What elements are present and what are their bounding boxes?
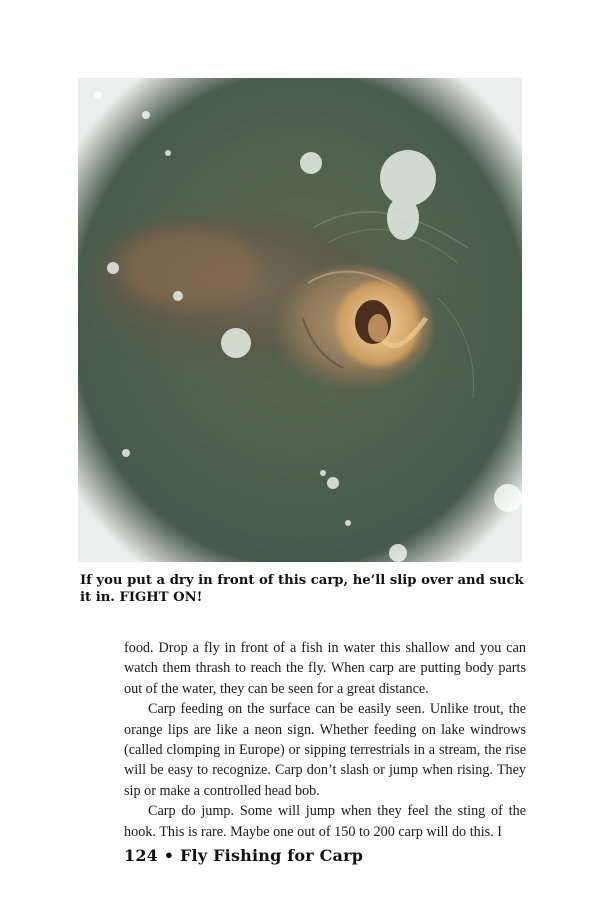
paragraph: Carp do jump. Some will jump when they feel the sting of the hook. This is rare. Maybe one out of 150 to 200 carp will do this. I	[124, 803, 526, 840]
photo-caption: If you put a dry in front of this carp, he’ll slip over and suck it in. FIGHT ON!	[80, 573, 524, 605]
page-footer	[124, 846, 363, 865]
folio-separator: •	[163, 846, 175, 865]
book-title: Fly Fishing for Carp	[180, 846, 364, 865]
paragraph: food. Drop a fly in front of a fish in water this shallow and you can watch them thrash to reach the fly. When carp are putting body parts out of the water, they can be seen for a great distance.	[124, 640, 526, 697]
body-text	[124, 638, 526, 842]
carp-photo	[78, 78, 522, 562]
page-number: 124	[124, 846, 158, 865]
paragraph: Carp feeding on the surface can be easily seen. Unlike trout, the orange lips are like a neon sign. Whether feeding on lake windrows (called clomping in Europe) or sipping terrestrials in a stream, the rise will be easy to recognize. Carp don’t slash or jump when rising. They sip or make a controlled head bob.	[124, 701, 526, 799]
